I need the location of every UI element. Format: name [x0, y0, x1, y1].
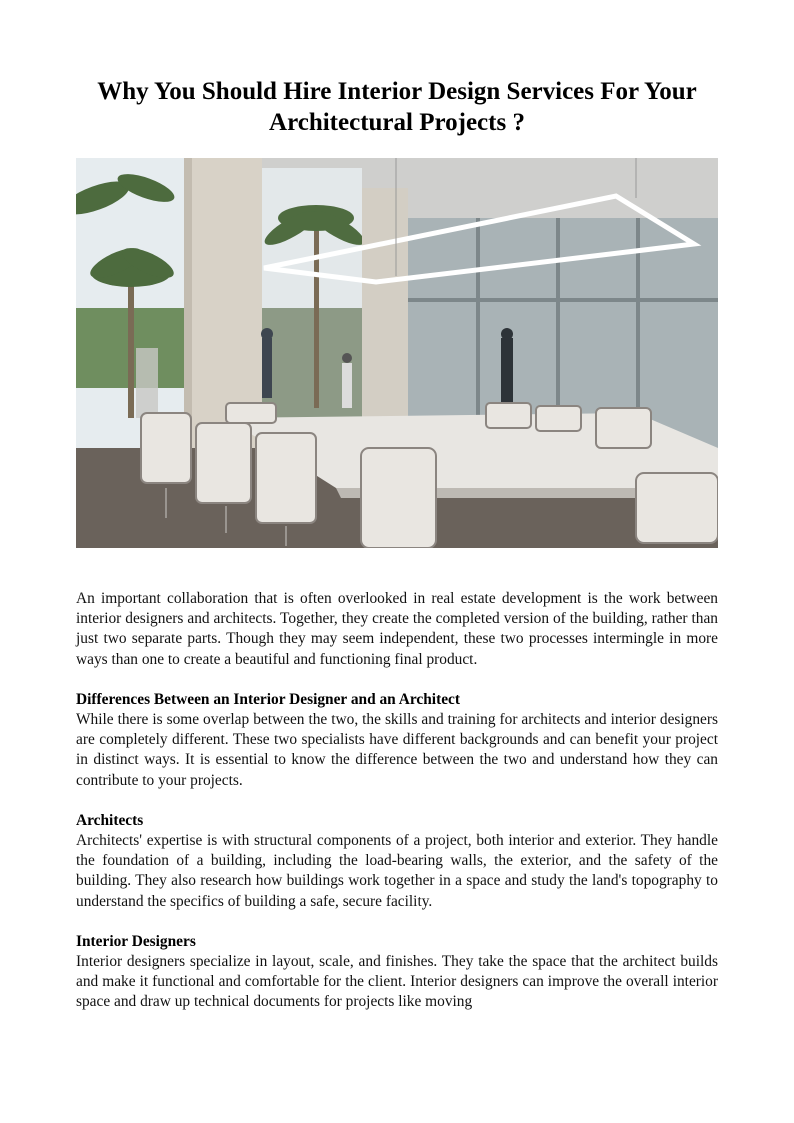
page-title: Why You Should Hire Interior Design Services For Your Architectural Projects ? [97, 78, 697, 136]
section-body-differences: While there is some overlap between the two, the skills and training for architects and interior designers are completely different. These two specialists have different backgrounds and can benefit your project in distinct ways. It is essential to know the difference between the two and understand how they can contribute to your projects. [76, 711, 718, 789]
section-heading-architects: Architects [76, 811, 144, 829]
section-heading-interior-designers: Interior Designers [76, 932, 196, 950]
section-body-architects: Architects' expertise is with structural components of a project, both interior and exterior. They handle the foundation of a building, including the load-bearing walls, the exterior, and the safety of the building. They also research how buildings work together in a space and study the land's topography to understand the specifics of building a safe, secure facility. [76, 832, 718, 910]
conference-room-photo [76, 158, 718, 548]
section-heading-differences: Differences Between an Interior Designer and an Architect [76, 690, 460, 708]
section-body-interior-designers: Interior designers specialize in layout, scale, and finishes. They take the space that the architect builds and make it functional and comfortable for the client. Interior designers can improve the overall interior space and draw up technical documents for projects like moving [76, 953, 718, 1011]
intro-paragraph: An important collaboration that is often overlooked in real estate development is the work between interior designers and architects. Together, they create the completed version of the building, rather than just two separate parts. Though they may seem independent, these two processes intermingle in more ways than one to create a beautiful and functioning final product. [76, 590, 718, 668]
article-body [76, 589, 718, 1013]
